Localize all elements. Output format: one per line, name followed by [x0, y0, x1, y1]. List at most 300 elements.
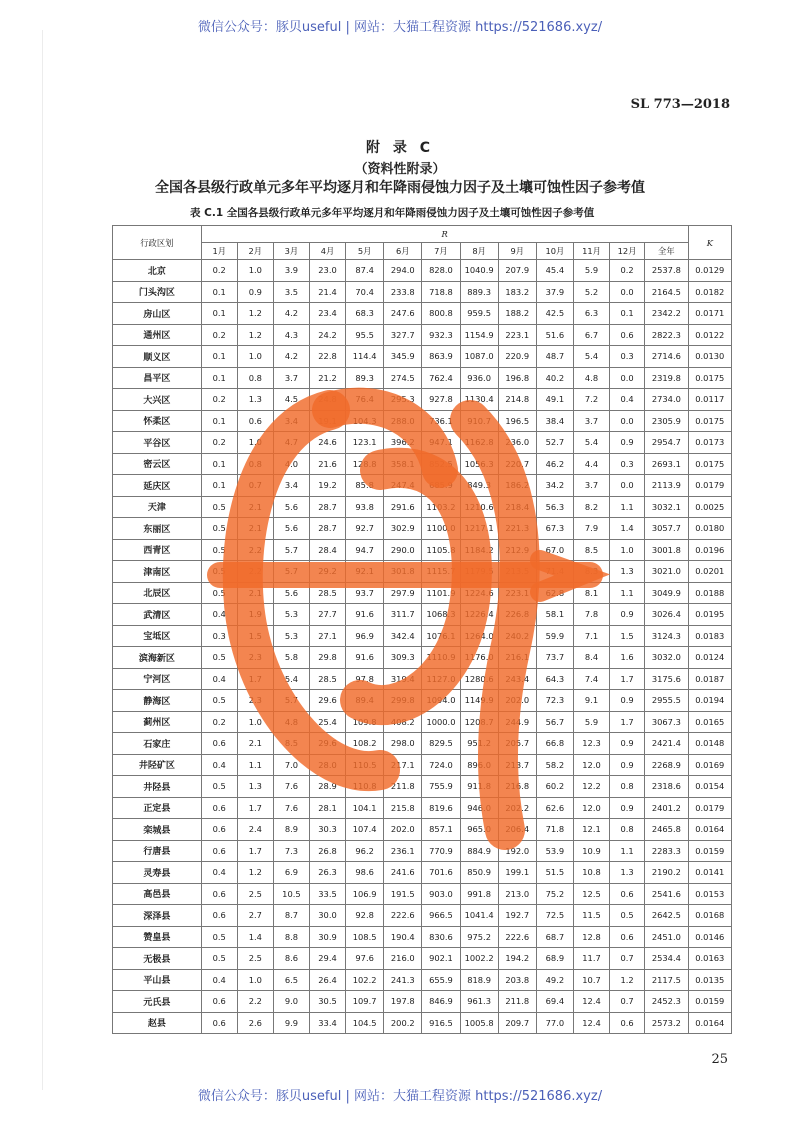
- r-value-cell: 2537.8: [645, 260, 688, 282]
- region-name-cell: 滨海新区: [113, 647, 202, 669]
- r-value-cell: 1000.0: [422, 711, 460, 733]
- header-month: 1月: [201, 243, 237, 260]
- r-value-cell: 28.7: [309, 496, 345, 518]
- r-value-cell: 319.4: [384, 668, 422, 690]
- r-value-cell: 92.7: [346, 518, 384, 540]
- header-month: 9月: [498, 243, 536, 260]
- r-value-cell: 97.6: [346, 948, 384, 970]
- r-value-cell: 68.9: [536, 948, 573, 970]
- r-value-cell: 396.2: [384, 432, 422, 454]
- r-value-cell: 72.5: [536, 905, 573, 927]
- r-value-cell: 92.1: [346, 561, 384, 583]
- r-value-cell: 68.3: [346, 303, 384, 325]
- r-value-cell: 93.8: [346, 496, 384, 518]
- r-value-cell: 8.7: [273, 905, 309, 927]
- k-value-cell: 0.0175: [688, 367, 731, 389]
- r-value-cell: 1.3: [610, 862, 645, 884]
- r-value-cell: 98.6: [346, 862, 384, 884]
- r-value-cell: 1.3: [237, 776, 273, 798]
- r-value-cell: 0.6: [201, 905, 237, 927]
- region-name-cell: 昌平区: [113, 367, 202, 389]
- r-value-cell: 209.7: [498, 1012, 536, 1034]
- r-value-cell: 70.4: [346, 281, 384, 303]
- r-value-cell: 0.7: [610, 948, 645, 970]
- region-name-cell: 西青区: [113, 539, 202, 561]
- r-value-cell: 221.3: [498, 518, 536, 540]
- top-banner: 微信公众号：豚贝useful | 网站：大猫工程资源 https://521686.xyz/: [197, 20, 603, 35]
- r-value-cell: 26.4: [309, 969, 345, 991]
- r-value-cell: 4.4: [573, 453, 609, 475]
- r-value-cell: 2.1: [237, 582, 273, 604]
- r-value-cell: 29.6: [309, 690, 345, 712]
- r-value-cell: 46.2: [536, 453, 573, 475]
- k-value-cell: 0.0124: [688, 647, 731, 669]
- r-value-cell: 947.1: [422, 432, 460, 454]
- r-value-cell: 7.1: [573, 625, 609, 647]
- r-value-cell: 27.7: [309, 604, 345, 626]
- region-name-cell: 石家庄: [113, 733, 202, 755]
- r-value-cell: 4.2: [273, 346, 309, 368]
- r-value-cell: 220.9: [498, 346, 536, 368]
- k-value-cell: 0.0194: [688, 690, 731, 712]
- r-value-cell: 0.1: [201, 281, 237, 303]
- r-value-cell: 5.7: [273, 561, 309, 583]
- r-value-cell: 11.5: [573, 905, 609, 927]
- table-row: [113, 883, 732, 905]
- region-name-cell: 蓟州区: [113, 711, 202, 733]
- r-value-cell: 7.6: [273, 797, 309, 819]
- r-value-cell: 4.2: [273, 303, 309, 325]
- r-value-cell: 1.0: [610, 539, 645, 561]
- r-value-cell: 0.9: [610, 604, 645, 626]
- r-value-cell: 0.6: [610, 926, 645, 948]
- r-value-cell: 311.7: [384, 604, 422, 626]
- r-value-cell: 40.2: [536, 367, 573, 389]
- r-value-cell: 294.0: [384, 260, 422, 282]
- region-name-cell: 怀柔区: [113, 410, 202, 432]
- r-value-cell: 1149.9: [460, 690, 498, 712]
- r-value-cell: 213.5: [498, 561, 536, 583]
- r-value-cell: 309.3: [384, 647, 422, 669]
- r-value-cell: 819.6: [422, 797, 460, 819]
- region-name-cell: 门头沟区: [113, 281, 202, 303]
- r-value-cell: 215.8: [384, 797, 422, 819]
- r-value-cell: 5.7: [273, 690, 309, 712]
- k-value-cell: 0.0179: [688, 475, 731, 497]
- r-value-cell: 1.2: [237, 862, 273, 884]
- r-value-cell: 685.9: [422, 475, 460, 497]
- r-value-cell: 1.2: [237, 324, 273, 346]
- r-value-cell: 1.3: [610, 561, 645, 583]
- r-value-cell: 23.0: [309, 260, 345, 282]
- r-value-cell: 959.5: [460, 303, 498, 325]
- r-value-cell: 91.6: [346, 604, 384, 626]
- r-value-cell: 12.5: [573, 883, 609, 905]
- r-value-cell: 2319.8: [645, 367, 688, 389]
- r-value-cell: 4.0: [273, 453, 309, 475]
- header-month: 3月: [273, 243, 309, 260]
- r-value-cell: 8.2: [573, 496, 609, 518]
- r-value-cell: 30.3: [309, 819, 345, 841]
- k-value-cell: 0.0201: [688, 561, 731, 583]
- r-value-cell: 916.5: [422, 1012, 460, 1034]
- r-value-cell: 213.7: [498, 754, 536, 776]
- r-value-cell: 233.8: [384, 281, 422, 303]
- r-value-cell: 3124.3: [645, 625, 688, 647]
- r-value-cell: 1210.6: [460, 496, 498, 518]
- r-value-cell: 2.2: [237, 561, 273, 583]
- table-row: [113, 582, 732, 604]
- r-value-cell: 358.1: [384, 453, 422, 475]
- k-value-cell: 0.0153: [688, 883, 731, 905]
- r-value-cell: 0.2: [610, 260, 645, 282]
- r-value-cell: 5.8: [273, 647, 309, 669]
- region-name-cell: 东丽区: [113, 518, 202, 540]
- r-value-cell: 72.3: [536, 690, 573, 712]
- k-value-cell: 0.0180: [688, 518, 731, 540]
- r-value-cell: 49.2: [536, 969, 573, 991]
- r-value-cell: 1115.7: [422, 561, 460, 583]
- r-value-cell: 0.3: [201, 625, 237, 647]
- r-value-cell: 2734.0: [645, 389, 688, 411]
- r-value-cell: 0.8: [610, 776, 645, 798]
- r-value-cell: 3.7: [573, 475, 609, 497]
- r-value-cell: 0.5: [201, 926, 237, 948]
- r-value-cell: 29.6: [309, 733, 345, 755]
- r-value-cell: 5.9: [573, 711, 609, 733]
- r-value-cell: 0.5: [201, 496, 237, 518]
- r-value-cell: 0.1: [201, 410, 237, 432]
- r-value-cell: 1.2: [237, 303, 273, 325]
- appendix-heading: 全国各县级行政单元多年平均逐月和年降雨侵蚀力因子及土壤可蚀性因子参考值: [155, 180, 645, 196]
- r-value-cell: 1.0: [237, 346, 273, 368]
- k-value-cell: 0.0122: [688, 324, 731, 346]
- table-row: [113, 518, 732, 540]
- r-value-cell: 1.4: [237, 926, 273, 948]
- r-value-cell: 701.6: [422, 862, 460, 884]
- r-value-cell: 7.8: [573, 604, 609, 626]
- r-value-cell: 2117.5: [645, 969, 688, 991]
- r-value-cell: 718.8: [422, 281, 460, 303]
- r-value-cell: 0.9: [610, 797, 645, 819]
- header-month: 6月: [384, 243, 422, 260]
- r-value-cell: 724.0: [422, 754, 460, 776]
- r-value-cell: 910.7: [460, 410, 498, 432]
- r-value-cell: 3057.7: [645, 518, 688, 540]
- region-name-cell: 通州区: [113, 324, 202, 346]
- r-value-cell: 1127.0: [422, 668, 460, 690]
- r-value-cell: 10.9: [573, 840, 609, 862]
- table-row: [113, 410, 732, 432]
- r-value-cell: 6.3: [573, 303, 609, 325]
- r-value-cell: 3.5: [273, 281, 309, 303]
- region-name-cell: 大兴区: [113, 389, 202, 411]
- r-value-cell: 12.4: [573, 1012, 609, 1034]
- r-value-cell: 762.4: [422, 367, 460, 389]
- r-value-cell: 6.9: [273, 862, 309, 884]
- r-value-cell: 27.1: [309, 625, 345, 647]
- r-value-cell: 30.9: [309, 926, 345, 948]
- table-row: [113, 754, 732, 776]
- r-value-cell: 299.8: [384, 690, 422, 712]
- r-value-cell: 29.4: [309, 948, 345, 970]
- r-value-cell: 48.7: [536, 346, 573, 368]
- r-value-cell: 961.3: [460, 991, 498, 1013]
- r-value-cell: 211.8: [498, 991, 536, 1013]
- r-value-cell: 12.3: [573, 733, 609, 755]
- r-value-cell: 2541.6: [645, 883, 688, 905]
- table-row: [113, 926, 732, 948]
- r-value-cell: 12.0: [573, 754, 609, 776]
- r-value-cell: 0.5: [610, 905, 645, 927]
- r-value-cell: 0.5: [201, 539, 237, 561]
- table-row: [113, 819, 732, 841]
- r-value-cell: 2190.2: [645, 862, 688, 884]
- r-value-cell: 1094.0: [422, 690, 460, 712]
- table-row: [113, 303, 732, 325]
- r-value-cell: 5.6: [273, 496, 309, 518]
- r-value-cell: 28.5: [309, 582, 345, 604]
- r-value-cell: 345.9: [384, 346, 422, 368]
- table-row: [113, 389, 732, 411]
- r-value-cell: 2305.9: [645, 410, 688, 432]
- r-value-cell: 2573.2: [645, 1012, 688, 1034]
- r-value-cell: 212.9: [498, 539, 536, 561]
- r-value-cell: 200.2: [384, 1012, 422, 1034]
- k-value-cell: 0.0148: [688, 733, 731, 755]
- r-value-cell: 37.9: [536, 281, 573, 303]
- region-name-cell: 深泽县: [113, 905, 202, 927]
- r-value-cell: 25.4: [309, 711, 345, 733]
- r-value-cell: 2955.5: [645, 690, 688, 712]
- table-row: [113, 432, 732, 454]
- r-value-cell: 191.5: [384, 883, 422, 905]
- r-value-cell: 1.1: [610, 582, 645, 604]
- r-value-cell: 5.4: [273, 668, 309, 690]
- table-row: [113, 539, 732, 561]
- r-value-cell: 2822.3: [645, 324, 688, 346]
- r-value-cell: 8.1: [573, 582, 609, 604]
- r-value-cell: 202.0: [498, 690, 536, 712]
- r-value-cell: 0.3: [610, 453, 645, 475]
- r-value-cell: 0.7: [610, 991, 645, 1013]
- r-value-cell: 327.7: [384, 324, 422, 346]
- r-value-cell: 10.7: [573, 969, 609, 991]
- appendix-title: 附 录 C: [365, 140, 435, 156]
- r-value-cell: 1.6: [610, 647, 645, 669]
- r-value-cell: 216.0: [384, 948, 422, 970]
- appendix-subtitle: （资料性附录）: [354, 162, 446, 177]
- table-body: [113, 260, 732, 1034]
- r-value-cell: 1130.4: [460, 389, 498, 411]
- r-value-cell: 2318.6: [645, 776, 688, 798]
- k-value-cell: 0.0182: [688, 281, 731, 303]
- r-value-cell: 342.4: [384, 625, 422, 647]
- r-value-cell: 223.1: [498, 324, 536, 346]
- r-value-cell: 0.6: [201, 733, 237, 755]
- r-value-cell: 1056.3: [460, 453, 498, 475]
- r-value-cell: 28.7: [309, 518, 345, 540]
- region-name-cell: 房山区: [113, 303, 202, 325]
- r-value-cell: 0.2: [201, 324, 237, 346]
- r-value-cell: 1.4: [610, 518, 645, 540]
- r-value-cell: 2164.5: [645, 281, 688, 303]
- r-value-cell: 0.2: [201, 389, 237, 411]
- r-value-cell: 274.5: [384, 367, 422, 389]
- r-value-cell: 9.0: [273, 991, 309, 1013]
- k-value-cell: 0.0169: [688, 754, 731, 776]
- r-value-cell: 1.7: [610, 668, 645, 690]
- r-value-cell: 213.0: [498, 883, 536, 905]
- r-value-cell: 1.0: [237, 432, 273, 454]
- header-month: 7月: [422, 243, 460, 260]
- r-value-cell: 0.8: [610, 819, 645, 841]
- r-value-cell: 77.0: [536, 1012, 573, 1034]
- r-value-cell: 196.5: [498, 410, 536, 432]
- r-value-cell: 889.3: [460, 281, 498, 303]
- r-value-cell: 902.1: [422, 948, 460, 970]
- r-value-cell: 1.0: [237, 969, 273, 991]
- r-value-cell: 0.1: [201, 303, 237, 325]
- r-value-cell: 94.7: [346, 539, 384, 561]
- r-value-cell: 0.3: [610, 346, 645, 368]
- r-value-cell: 62.6: [536, 797, 573, 819]
- r-value-cell: 2954.7: [645, 432, 688, 454]
- header-region: 行政区划: [113, 226, 202, 260]
- r-value-cell: 33.5: [309, 883, 345, 905]
- r-value-cell: 75.2: [536, 883, 573, 905]
- r-value-cell: 3.4: [273, 475, 309, 497]
- r-value-cell: 896.0: [460, 754, 498, 776]
- r-value-cell: 0.6: [610, 883, 645, 905]
- r-value-cell: 8.5: [573, 539, 609, 561]
- r-value-cell: 7.4: [573, 668, 609, 690]
- r-value-cell: 2.5: [237, 883, 273, 905]
- k-value-cell: 0.0117: [688, 389, 731, 411]
- table-row: [113, 862, 732, 884]
- r-value-cell: 192.0: [498, 840, 536, 862]
- r-value-cell: 5.2: [573, 281, 609, 303]
- r-value-cell: 192.7: [498, 905, 536, 927]
- r-value-cell: 5.7: [273, 539, 309, 561]
- r-value-cell: 216.8: [498, 776, 536, 798]
- region-name-cell: 宝坻区: [113, 625, 202, 647]
- r-value-cell: 927.8: [422, 389, 460, 411]
- r-value-cell: 7.6: [273, 776, 309, 798]
- r-value-cell: 1101.9: [422, 582, 460, 604]
- header-month: 12月: [610, 243, 645, 260]
- r-value-cell: 4.3: [273, 324, 309, 346]
- r-value-cell: 1226.4: [460, 604, 498, 626]
- r-value-cell: 0.6: [201, 840, 237, 862]
- r-value-cell: 66.8: [536, 733, 573, 755]
- k-value-cell: 0.0129: [688, 260, 731, 282]
- region-name-cell: 津南区: [113, 561, 202, 583]
- r-value-cell: 62.8: [536, 582, 573, 604]
- r-value-cell: 85.8: [346, 475, 384, 497]
- r-value-cell: 106.9: [346, 883, 384, 905]
- table-row: [113, 604, 732, 626]
- region-name-cell: 宁河区: [113, 668, 202, 690]
- table-row: [113, 690, 732, 712]
- r-value-cell: 91.6: [346, 647, 384, 669]
- r-value-cell: 205.7: [498, 733, 536, 755]
- r-value-cell: 28.5: [309, 668, 345, 690]
- r-value-cell: 24.8: [309, 389, 345, 411]
- r-value-cell: 19.2: [309, 475, 345, 497]
- r-value-cell: 34.2: [536, 475, 573, 497]
- r-value-cell: 186.2: [498, 475, 536, 497]
- r-value-cell: 2.5: [237, 948, 273, 970]
- k-value-cell: 0.0154: [688, 776, 731, 798]
- r-value-cell: 56.7: [536, 711, 573, 733]
- region-name-cell: 井陉县: [113, 776, 202, 798]
- r-value-cell: 1100.0: [422, 518, 460, 540]
- r-value-cell: 0.4: [201, 604, 237, 626]
- r-value-cell: 8.5: [273, 733, 309, 755]
- r-value-cell: 2421.4: [645, 733, 688, 755]
- r-value-cell: 0.2: [201, 432, 237, 454]
- r-value-cell: 288.0: [384, 410, 422, 432]
- r-value-cell: 220.7: [498, 453, 536, 475]
- r-value-cell: 109.8: [346, 711, 384, 733]
- r-value-cell: 1.5: [610, 625, 645, 647]
- r-value-cell: 736.1: [422, 410, 460, 432]
- r-value-cell: 28.0: [309, 754, 345, 776]
- r-value-cell: 0.1: [201, 475, 237, 497]
- k-value-cell: 0.0179: [688, 797, 731, 819]
- r-value-cell: 97.8: [346, 668, 384, 690]
- r-value-cell: 5.4: [573, 346, 609, 368]
- r-value-cell: 28.4: [309, 539, 345, 561]
- r-value-cell: 0.5: [201, 561, 237, 583]
- region-name-cell: 灵寿县: [113, 862, 202, 884]
- r-value-cell: 0.4: [610, 389, 645, 411]
- r-value-cell: 302.9: [384, 518, 422, 540]
- region-name-cell: 静海区: [113, 690, 202, 712]
- r-value-cell: 2.7: [237, 905, 273, 927]
- r-value-cell: 965.0: [460, 819, 498, 841]
- r-value-cell: 5.6: [273, 518, 309, 540]
- r-value-cell: 240.2: [498, 625, 536, 647]
- r-value-cell: 104.3: [346, 410, 384, 432]
- header-month: 全年: [645, 243, 688, 260]
- r-value-cell: 108.5: [346, 926, 384, 948]
- r-value-cell: 1005.8: [460, 1012, 498, 1034]
- r-value-cell: 247.4: [384, 475, 422, 497]
- table-row: [113, 948, 732, 970]
- r-value-cell: 197.8: [384, 991, 422, 1013]
- r-value-cell: 966.5: [422, 905, 460, 927]
- region-name-cell: 北辰区: [113, 582, 202, 604]
- table-row: [113, 776, 732, 798]
- r-value-cell: 1087.0: [460, 346, 498, 368]
- r-value-cell: 903.0: [422, 883, 460, 905]
- r-value-cell: 857.1: [422, 819, 460, 841]
- k-value-cell: 0.0195: [688, 604, 731, 626]
- r-value-cell: 69.4: [536, 991, 573, 1013]
- r-value-cell: 21.4: [309, 281, 345, 303]
- r-value-cell: 295.3: [384, 389, 422, 411]
- r-value-cell: 22.8: [309, 346, 345, 368]
- r-value-cell: 0.6: [201, 1012, 237, 1034]
- region-name-cell: 赞皇县: [113, 926, 202, 948]
- r-value-cell: 236.1: [384, 840, 422, 862]
- r-value-cell: 829.5: [422, 733, 460, 755]
- r-value-cell: 5.3: [273, 625, 309, 647]
- region-name-cell: 元氏县: [113, 991, 202, 1013]
- table-row: [113, 840, 732, 862]
